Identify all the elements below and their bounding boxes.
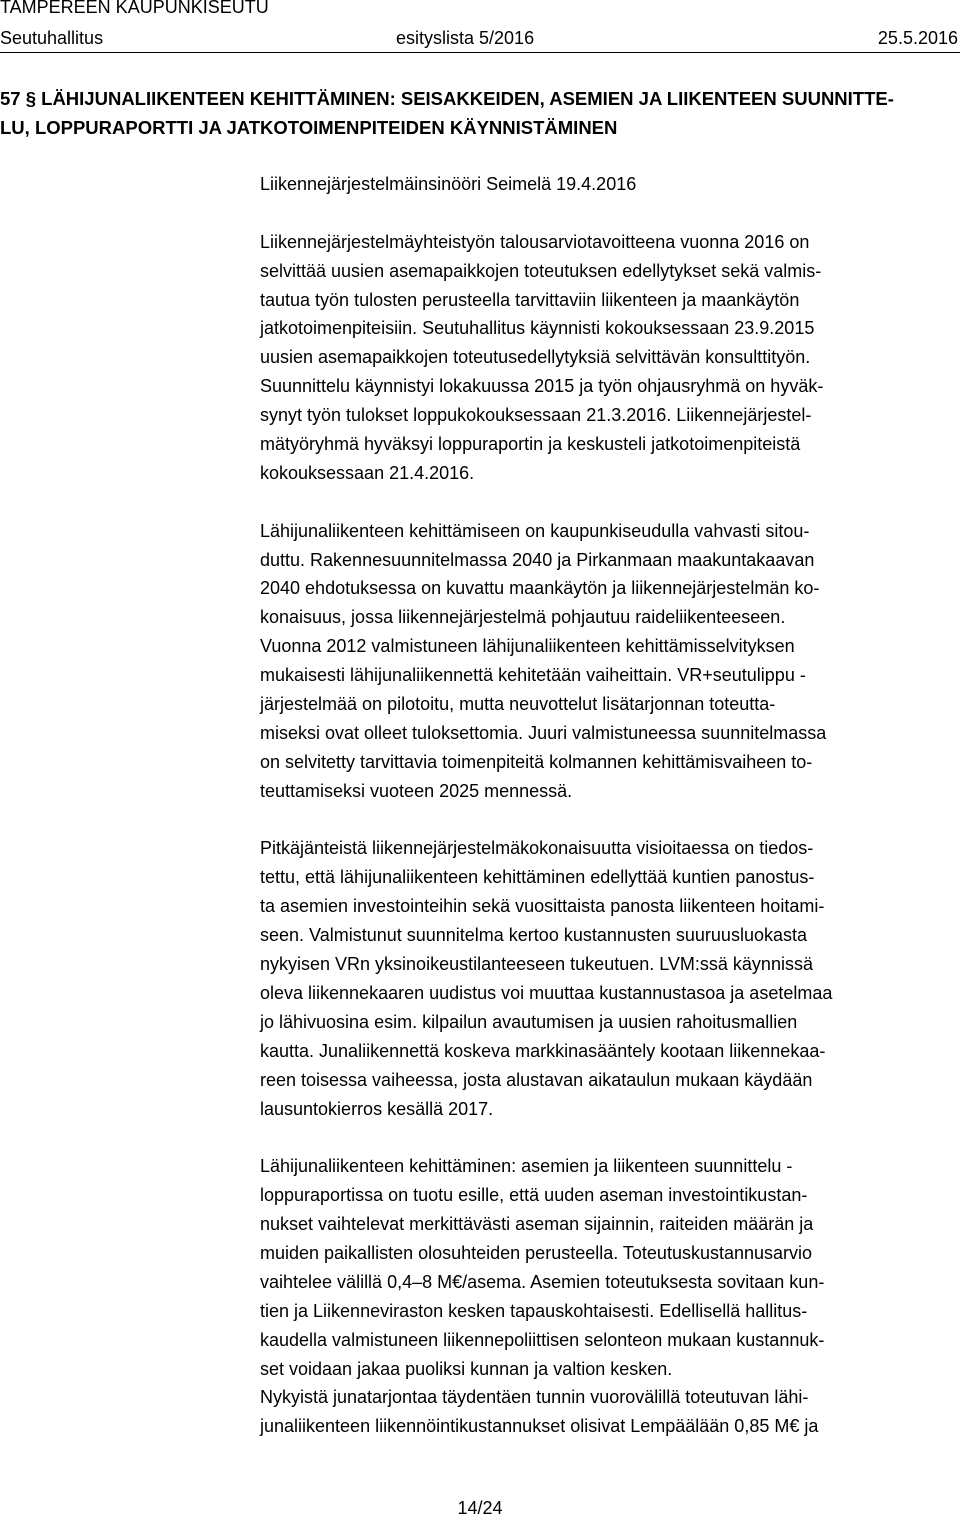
text-line: seen. Valmistunut suunnitelma kertoo kustannusten suuruusluokasta (260, 925, 807, 946)
text-line: junaliikenteen liikennöintikustannukset olisivat Lempäälään 0,85 M€ ja (260, 1416, 819, 1437)
document-body (260, 170, 956, 1441)
paragraph-gap (260, 488, 956, 517)
text-line: kaudella valmistuneen liikennepoliittisen selonteon mukaan kustannuk- (260, 1329, 825, 1350)
text-line: Pitkäjänteistä liikennejärjestelmäkokonaisuutta visioitaessa on tiedos- (260, 838, 814, 859)
section-title-line: LU, LOPPURAPORTTI JA JATKOTOIMENPITEIDEN KÄYNNISTÄMINEN (0, 117, 618, 138)
text-line: nykyisen VRn yksinoikeustilanteeseen tukeutuen. LVM:ssä käynnissä (260, 954, 813, 975)
text-line: synyt työn tulokset loppukokouksessaan 21.3.2016. Liikennejärjestel- (260, 405, 812, 426)
text-line: mukaisesti lähijunaliikennettä kehitetään vaiheittain. VR+seutulippu - (260, 665, 806, 686)
text-line: tien ja Liikenneviraston kesken tapauskohtaisesti. Edellisellä hallitus- (260, 1300, 808, 1321)
text-line: ta asemien investointeihin sekä vuosittaista panosta liikenteen hoitami- (260, 896, 825, 917)
text-line: miseksi ovat olleet tuloksettomia. Juuri valmistuneessa suunnitelmassa (260, 722, 827, 743)
paragraph (260, 517, 956, 806)
header-row (0, 26, 958, 50)
text-line: jo lähivuosina esim. kilpailun avautumisen ja uusien rahoitusmallien (260, 1011, 798, 1032)
text-line: kokouksessaan 21.4.2016. (260, 462, 475, 483)
text-line: oleva liikennekaaren uudistus voi muuttaa kustannustasoa ja asetelmaa (260, 982, 833, 1003)
header-body-name: Seutuhallitus (0, 28, 104, 48)
text-line: Vuonna 2012 valmistuneen lähijunaliikenteen kehittämisselvityksen (260, 636, 795, 657)
text-line: Suunnittelu käynnistyi lokakuussa 2015 ja työn ohjausryhmä on hyväk- (260, 376, 824, 397)
paragraph (260, 228, 956, 488)
text-line: vaihtelee välillä 0,4–8 M€/asema. Asemien toteutuksesta sovitaan kun- (260, 1271, 825, 1292)
text-line: järjestelmää on pilotoitu, mutta neuvottelut lisätarjonnan toteutta- (260, 694, 776, 715)
preparer-line: Liikennejärjestelmäinsinööri Seimelä 19.4.2016 (260, 174, 637, 194)
text-line: duttu. Rakennesuunnitelmassa 2040 ja Pirkanmaan maakuntakaavan (260, 549, 815, 570)
text-line: lausuntokierros kesällä 2017. (260, 1098, 494, 1119)
text-line: 2040 ehdotuksessa on kuvattu maankäytön ja liikennejärjestelmän ko- (260, 578, 820, 599)
text-line: teuttamiseksi vuoteen 2025 mennessä. (260, 780, 573, 801)
text-line: muiden paikallisten olosuhteiden perusteella. Toteutuskustannusarvio (260, 1242, 813, 1263)
header-date: 25.5.2016 (877, 28, 958, 48)
text-line: uusien asemapaikkojen toteutusedellytyksiä selvittävän konsulttityön. (260, 347, 811, 368)
paragraph-gap (260, 806, 956, 835)
text-line: Liikennejärjestelmäyhteistyön talousarviotavoitteena vuonna 2016 on (260, 231, 810, 252)
text-line: jatkotoimenpiteisiin. Seutuhallitus käynnisti kokouksessaan 23.9.2015 (260, 318, 815, 339)
page-footer (0, 1494, 960, 1522)
text-line: loppuraportissa on tuotu esille, että uuden aseman investointikustan- (260, 1185, 808, 1206)
text-line: Lähijunaliikenteen kehittäminen: asemien ja liikenteen suunnittelu - (260, 1156, 793, 1177)
section-title (0, 84, 958, 142)
organization-name: TAMPEREEN KAUPUNKISEUTU (0, 0, 269, 17)
text-line: selvittää uusien asemapaikkojen toteutuksen edellytykset sekä valmis- (260, 260, 822, 281)
text-line: tautua työn tulosten perusteella tarvittaviin liikenteen ja maankäytön (260, 289, 800, 310)
header-divider (0, 52, 960, 53)
text-line: mätyöryhmä hyväksyi loppuraportin ja keskusteli jatkotoimenpiteistä (260, 434, 801, 455)
text-line: reen toisessa vaiheessa, josta alustavan aikataulun mukaan käydään (260, 1069, 813, 1090)
text-line: kautta. Junaliikennettä koskeva markkinasääntely kootaan liikennekaa- (260, 1040, 826, 1061)
header-agenda-name: esityslista 5/2016 (396, 28, 535, 48)
paragraph (260, 1152, 956, 1441)
text-line: konaisuus, jossa liikennejärjestelmä pohjautuu raideliikenteeseen. (260, 607, 786, 628)
paragraph-gap (260, 1123, 956, 1152)
page-number: 14/24 (457, 1498, 503, 1518)
text-line: Lähijunaliikenteen kehittämiseen on kaupunkiseudulla vahvasti sitou- (260, 520, 810, 541)
text-line: Nykyistä junatarjontaa täydentäen tunnin vuorovälillä toteutuvan lähi- (260, 1387, 809, 1408)
text-line: nukset vaihtelevat merkittävästi aseman sijainnin, raiteiden määrän ja (260, 1214, 814, 1235)
section-title-line: 57 § LÄHIJUNALIIKENTEEN KEHITTÄMINEN: SEISAKKEIDEN, ASEMIEN JA LIIKENTEEN SUUNNITTE- (0, 88, 894, 109)
text-line: tettu, että lähijunaliikenteen kehittäminen edellyttää kuntien panostus- (260, 867, 815, 888)
text-line: on selvitetty tarvittavia toimenpiteitä kolmannen kehittämisvaiheen to- (260, 751, 813, 772)
paragraph (260, 834, 956, 1123)
text-line: set voidaan jakaa puoliksi kunnan ja valtion kesken. (260, 1358, 673, 1379)
paragraph-gap (260, 199, 956, 228)
page-header (0, 0, 960, 58)
